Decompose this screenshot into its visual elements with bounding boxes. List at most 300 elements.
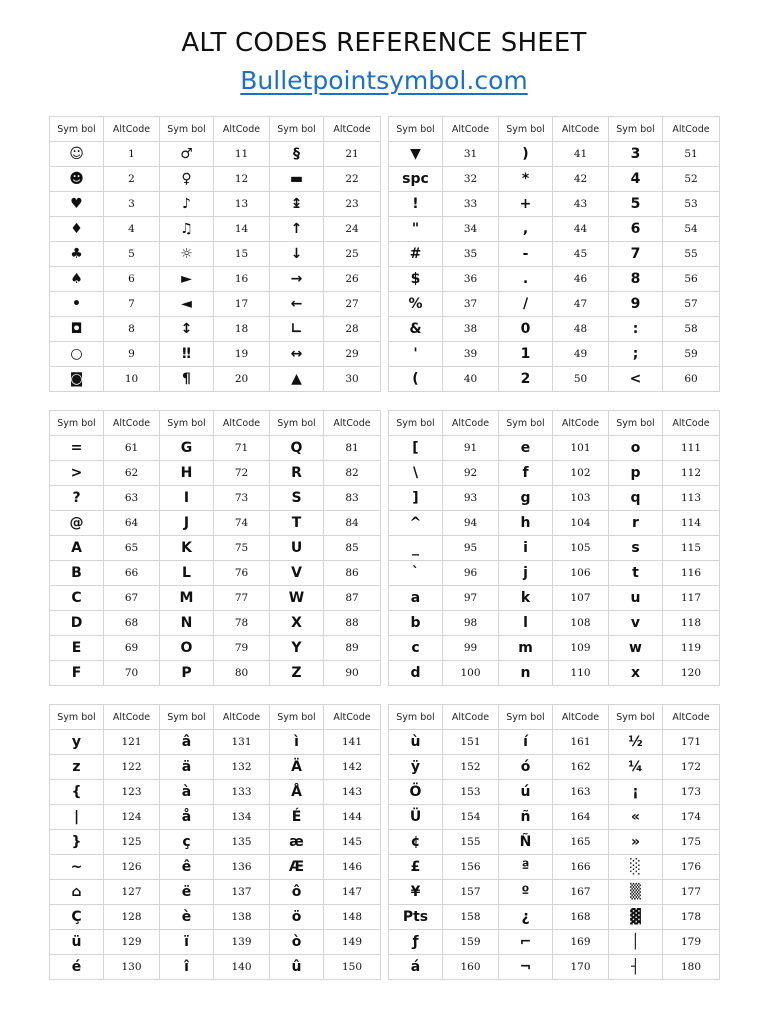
symbol-cell: b bbox=[389, 611, 443, 636]
symbol-cell: £ bbox=[389, 855, 443, 880]
altcode-column-header: AltCode bbox=[443, 117, 499, 142]
altcode-cell: 41 bbox=[553, 142, 609, 167]
altcode-cell: 74 bbox=[214, 511, 270, 536]
symbol-cell: 7 bbox=[609, 242, 663, 267]
symbol-cell: ◙ bbox=[50, 367, 104, 392]
symbol-cell: • bbox=[50, 292, 104, 317]
altcode-cell: 136 bbox=[214, 855, 270, 880]
altcode-cell: 86 bbox=[324, 561, 381, 586]
altcode-cell: 103 bbox=[553, 486, 609, 511]
symbol-cell: « bbox=[609, 805, 663, 830]
symbol-cell: ☻ bbox=[50, 167, 104, 192]
table-row bbox=[50, 730, 381, 755]
symbol-cell: m bbox=[499, 636, 553, 661]
altcode-cell: 110 bbox=[553, 661, 609, 686]
symbol-cell: 6 bbox=[609, 217, 663, 242]
symbol-cell: { bbox=[50, 780, 104, 805]
symbol-cell: - bbox=[499, 242, 553, 267]
altcode-cell: 9 bbox=[104, 342, 160, 367]
altcode-cell: 65 bbox=[104, 536, 160, 561]
table-row bbox=[50, 217, 381, 242]
symbol-cell: o bbox=[609, 436, 663, 461]
symbol-cell: ü bbox=[50, 930, 104, 955]
symbol-cell: ~ bbox=[50, 855, 104, 880]
table-row bbox=[50, 880, 381, 905]
symbol-cell: ] bbox=[389, 486, 443, 511]
symbol-cell: ù bbox=[389, 730, 443, 755]
symbol-cell: I bbox=[160, 486, 214, 511]
alt-code-table bbox=[388, 116, 720, 392]
table-row bbox=[50, 342, 381, 367]
symbol-cell: i bbox=[499, 536, 553, 561]
altcode-cell: 105 bbox=[553, 536, 609, 561]
symbol-column-header: Sym bol bbox=[499, 705, 553, 730]
symbol-cell: ☺ bbox=[50, 142, 104, 167]
symbol-cell: } bbox=[50, 830, 104, 855]
altcode-cell: 114 bbox=[663, 511, 720, 536]
symbol-cell: 3 bbox=[609, 142, 663, 167]
altcode-cell: 35 bbox=[443, 242, 499, 267]
alt-code-table bbox=[49, 116, 381, 392]
symbol-cell: à bbox=[160, 780, 214, 805]
altcode-cell: 116 bbox=[663, 561, 720, 586]
altcode-column-header: AltCode bbox=[324, 411, 381, 436]
symbol-cell: A bbox=[50, 536, 104, 561]
altcode-cell: 142 bbox=[324, 755, 381, 780]
symbol-cell: g bbox=[499, 486, 553, 511]
altcode-cell: 163 bbox=[553, 780, 609, 805]
symbol-cell: C bbox=[50, 586, 104, 611]
altcode-cell: 11 bbox=[214, 142, 270, 167]
altcode-cell: 33 bbox=[443, 192, 499, 217]
table-row bbox=[389, 267, 720, 292]
symbol-cell: n bbox=[499, 661, 553, 686]
symbol-cell: ☼ bbox=[160, 242, 214, 267]
altcode-cell: 1 bbox=[104, 142, 160, 167]
altcode-cell: 149 bbox=[324, 930, 381, 955]
symbol-cell: $ bbox=[389, 267, 443, 292]
altcode-cell: 131 bbox=[214, 730, 270, 755]
altcode-cell: 14 bbox=[214, 217, 270, 242]
symbol-cell: ▬ bbox=[270, 167, 324, 192]
table-row bbox=[389, 342, 720, 367]
table-row bbox=[389, 780, 720, 805]
symbol-cell: ↕ bbox=[160, 317, 214, 342]
symbol-cell: ì bbox=[270, 730, 324, 755]
table-row bbox=[50, 267, 381, 292]
altcode-cell: 70 bbox=[104, 661, 160, 686]
symbol-cell: q bbox=[609, 486, 663, 511]
table-row bbox=[50, 930, 381, 955]
symbol-cell: ¢ bbox=[389, 830, 443, 855]
symbol-cell: f bbox=[499, 461, 553, 486]
table-row bbox=[389, 436, 720, 461]
symbol-cell: ↓ bbox=[270, 242, 324, 267]
symbol-cell: ä bbox=[160, 755, 214, 780]
symbol-cell: ¶ bbox=[160, 367, 214, 392]
altcode-cell: 174 bbox=[663, 805, 720, 830]
altcode-cell: 80 bbox=[214, 661, 270, 686]
symbol-cell: ö bbox=[270, 905, 324, 930]
table-row bbox=[389, 511, 720, 536]
symbol-cell: ► bbox=[160, 267, 214, 292]
altcode-cell: 122 bbox=[104, 755, 160, 780]
altcode-cell: 61 bbox=[104, 436, 160, 461]
symbol-cell: Q bbox=[270, 436, 324, 461]
table-row bbox=[50, 511, 381, 536]
altcode-cell: 91 bbox=[443, 436, 499, 461]
symbol-cell: : bbox=[609, 317, 663, 342]
symbol-cell: ▲ bbox=[270, 367, 324, 392]
altcode-cell: 154 bbox=[443, 805, 499, 830]
altcode-cell: 146 bbox=[324, 855, 381, 880]
symbol-cell: á bbox=[389, 955, 443, 980]
table-row bbox=[389, 586, 720, 611]
table-header-row bbox=[50, 117, 381, 142]
table-row bbox=[50, 855, 381, 880]
symbol-cell: L bbox=[160, 561, 214, 586]
altcode-cell: 73 bbox=[214, 486, 270, 511]
altcode-cell: 120 bbox=[663, 661, 720, 686]
symbol-cell: 1 bbox=[499, 342, 553, 367]
table-row bbox=[389, 536, 720, 561]
table-header-row bbox=[389, 411, 720, 436]
symbol-cell: @ bbox=[50, 511, 104, 536]
symbol-cell: y bbox=[50, 730, 104, 755]
symbol-cell: Ç bbox=[50, 905, 104, 930]
altcode-cell: 19 bbox=[214, 342, 270, 367]
altcode-cell: 64 bbox=[104, 511, 160, 536]
altcode-cell: 99 bbox=[443, 636, 499, 661]
altcode-column-header: AltCode bbox=[663, 117, 720, 142]
altcode-cell: 52 bbox=[663, 167, 720, 192]
symbol-cell: é bbox=[50, 955, 104, 980]
symbol-cell: ♦ bbox=[50, 217, 104, 242]
altcode-cell: 66 bbox=[104, 561, 160, 586]
symbol-column-header: Sym bol bbox=[609, 117, 663, 142]
altcode-cell: 36 bbox=[443, 267, 499, 292]
altcode-cell: 151 bbox=[443, 730, 499, 755]
table-row bbox=[50, 661, 381, 686]
symbol-cell: ¬ bbox=[499, 955, 553, 980]
table-row bbox=[389, 486, 720, 511]
symbol-cell: [ bbox=[389, 436, 443, 461]
table-row bbox=[389, 955, 720, 980]
alt-code-table bbox=[49, 704, 381, 980]
symbol-cell: ¿ bbox=[499, 905, 553, 930]
page-title: ALT CODES REFERENCE SHEET bbox=[181, 28, 587, 58]
table-row bbox=[50, 780, 381, 805]
symbol-cell: O bbox=[160, 636, 214, 661]
altcode-cell: 176 bbox=[663, 855, 720, 880]
altcode-cell: 44 bbox=[553, 217, 609, 242]
altcode-cell: 101 bbox=[553, 436, 609, 461]
altcode-cell: 102 bbox=[553, 461, 609, 486]
table-row bbox=[389, 930, 720, 955]
site-link[interactable]: Bulletpointsymbol.com bbox=[240, 66, 528, 95]
altcode-cell: 123 bbox=[104, 780, 160, 805]
altcode-cell: 104 bbox=[553, 511, 609, 536]
altcode-cell: 135 bbox=[214, 830, 270, 855]
table-row bbox=[389, 367, 720, 392]
altcode-cell: 2 bbox=[104, 167, 160, 192]
altcode-cell: 115 bbox=[663, 536, 720, 561]
altcode-cell: 39 bbox=[443, 342, 499, 367]
symbol-cell: h bbox=[499, 511, 553, 536]
symbol-cell: # bbox=[389, 242, 443, 267]
table-row bbox=[389, 880, 720, 905]
symbol-cell: ⌂ bbox=[50, 880, 104, 905]
altcode-cell: 148 bbox=[324, 905, 381, 930]
symbol-cell: e bbox=[499, 436, 553, 461]
table-row bbox=[389, 192, 720, 217]
altcode-cell: 170 bbox=[553, 955, 609, 980]
symbol-cell: ♀ bbox=[160, 167, 214, 192]
table-header-row bbox=[389, 117, 720, 142]
altcode-cell: 117 bbox=[663, 586, 720, 611]
symbol-cell: D bbox=[50, 611, 104, 636]
altcode-column-header: AltCode bbox=[324, 705, 381, 730]
altcode-cell: 109 bbox=[553, 636, 609, 661]
altcode-cell: 141 bbox=[324, 730, 381, 755]
altcode-cell: 83 bbox=[324, 486, 381, 511]
symbol-cell: ï bbox=[160, 930, 214, 955]
symbol-cell: í bbox=[499, 730, 553, 755]
altcode-cell: 29 bbox=[324, 342, 381, 367]
symbol-cell: ¼ bbox=[609, 755, 663, 780]
altcode-column-header: AltCode bbox=[214, 705, 270, 730]
symbol-cell: P bbox=[160, 661, 214, 686]
symbol-cell: U bbox=[270, 536, 324, 561]
symbol-cell: ♫ bbox=[160, 217, 214, 242]
table-header-row bbox=[50, 705, 381, 730]
altcode-cell: 48 bbox=[553, 317, 609, 342]
altcode-cell: 22 bbox=[324, 167, 381, 192]
symbol-cell: Z bbox=[270, 661, 324, 686]
symbol-column-header: Sym bol bbox=[389, 705, 443, 730]
alt-code-table bbox=[388, 410, 720, 686]
symbol-cell: å bbox=[160, 805, 214, 830]
symbol-cell: ( bbox=[389, 367, 443, 392]
altcode-cell: 158 bbox=[443, 905, 499, 930]
symbol-column-header: Sym bol bbox=[50, 411, 104, 436]
symbol-cell: û bbox=[270, 955, 324, 980]
symbol-cell: ó bbox=[499, 755, 553, 780]
symbol-cell: ƒ bbox=[389, 930, 443, 955]
altcode-cell: 60 bbox=[663, 367, 720, 392]
symbol-cell: _ bbox=[389, 536, 443, 561]
symbol-cell: ë bbox=[160, 880, 214, 905]
symbol-cell: 8 bbox=[609, 267, 663, 292]
symbol-column-header: Sym bol bbox=[270, 705, 324, 730]
symbol-cell: ← bbox=[270, 292, 324, 317]
altcode-cell: 169 bbox=[553, 930, 609, 955]
symbol-cell: ' bbox=[389, 342, 443, 367]
symbol-column-header: Sym bol bbox=[609, 705, 663, 730]
symbol-cell: ♣ bbox=[50, 242, 104, 267]
altcode-cell: 25 bbox=[324, 242, 381, 267]
altcode-cell: 85 bbox=[324, 536, 381, 561]
altcode-cell: 98 bbox=[443, 611, 499, 636]
table-row bbox=[389, 561, 720, 586]
altcode-cell: 171 bbox=[663, 730, 720, 755]
symbol-cell: 5 bbox=[609, 192, 663, 217]
symbol-column-header: Sym bol bbox=[160, 411, 214, 436]
altcode-cell: 107 bbox=[553, 586, 609, 611]
altcode-cell: 58 bbox=[663, 317, 720, 342]
table-row bbox=[50, 586, 381, 611]
altcode-cell: 140 bbox=[214, 955, 270, 980]
symbol-cell: º bbox=[499, 880, 553, 905]
symbol-column-header: Sym bol bbox=[609, 411, 663, 436]
symbol-cell: u bbox=[609, 586, 663, 611]
altcode-cell: 157 bbox=[443, 880, 499, 905]
altcode-cell: 130 bbox=[104, 955, 160, 980]
altcode-cell: 7 bbox=[104, 292, 160, 317]
altcode-column-header: AltCode bbox=[104, 705, 160, 730]
altcode-cell: 8 bbox=[104, 317, 160, 342]
altcode-cell: 153 bbox=[443, 780, 499, 805]
symbol-cell: æ bbox=[270, 830, 324, 855]
table-row bbox=[50, 611, 381, 636]
altcode-cell: 4 bbox=[104, 217, 160, 242]
symbol-cell: t bbox=[609, 561, 663, 586]
altcode-cell: 69 bbox=[104, 636, 160, 661]
altcode-cell: 21 bbox=[324, 142, 381, 167]
symbol-column-header: Sym bol bbox=[499, 411, 553, 436]
altcode-cell: 49 bbox=[553, 342, 609, 367]
altcode-column-header: AltCode bbox=[553, 705, 609, 730]
altcode-cell: 59 bbox=[663, 342, 720, 367]
altcode-cell: 18 bbox=[214, 317, 270, 342]
symbol-column-header: Sym bol bbox=[50, 117, 104, 142]
symbol-cell: ; bbox=[609, 342, 663, 367]
symbol-cell: Pts bbox=[389, 905, 443, 930]
altcode-cell: 6 bbox=[104, 267, 160, 292]
altcode-cell: 127 bbox=[104, 880, 160, 905]
table-row bbox=[50, 955, 381, 980]
symbol-cell: R bbox=[270, 461, 324, 486]
table-row bbox=[389, 217, 720, 242]
symbol-column-header: Sym bol bbox=[270, 411, 324, 436]
symbol-cell: " bbox=[389, 217, 443, 242]
altcode-cell: 10 bbox=[104, 367, 160, 392]
table-row bbox=[389, 855, 720, 880]
symbol-cell: Ä bbox=[270, 755, 324, 780]
alt-code-table bbox=[49, 410, 381, 686]
symbol-cell: â bbox=[160, 730, 214, 755]
symbol-cell: ▼ bbox=[389, 142, 443, 167]
symbol-cell: % bbox=[389, 292, 443, 317]
symbol-cell: Y bbox=[270, 636, 324, 661]
symbol-cell: | bbox=[50, 805, 104, 830]
symbol-cell: ↨ bbox=[270, 192, 324, 217]
symbol-cell: ▓ bbox=[609, 905, 663, 930]
altcode-cell: 173 bbox=[663, 780, 720, 805]
altcode-cell: 12 bbox=[214, 167, 270, 192]
symbol-cell: 4 bbox=[609, 167, 663, 192]
altcode-cell: 54 bbox=[663, 217, 720, 242]
symbol-column-header: Sym bol bbox=[160, 117, 214, 142]
symbol-cell: ↔ bbox=[270, 342, 324, 367]
altcode-cell: 47 bbox=[553, 292, 609, 317]
altcode-cell: 20 bbox=[214, 367, 270, 392]
altcode-cell: 108 bbox=[553, 611, 609, 636]
table-row bbox=[389, 730, 720, 755]
table-row bbox=[389, 461, 720, 486]
altcode-cell: 71 bbox=[214, 436, 270, 461]
symbol-cell: ô bbox=[270, 880, 324, 905]
table-row bbox=[50, 192, 381, 217]
symbol-cell: / bbox=[499, 292, 553, 317]
table-row bbox=[50, 367, 381, 392]
altcode-cell: 111 bbox=[663, 436, 720, 461]
symbol-cell: ░ bbox=[609, 855, 663, 880]
altcode-cell: 145 bbox=[324, 830, 381, 855]
symbol-cell: ◄ bbox=[160, 292, 214, 317]
altcode-cell: 177 bbox=[663, 880, 720, 905]
altcode-cell: 40 bbox=[443, 367, 499, 392]
altcode-cell: 89 bbox=[324, 636, 381, 661]
altcode-cell: 46 bbox=[553, 267, 609, 292]
altcode-cell: 138 bbox=[214, 905, 270, 930]
altcode-cell: 124 bbox=[104, 805, 160, 830]
symbol-cell: ÿ bbox=[389, 755, 443, 780]
symbol-cell: ┤ bbox=[609, 955, 663, 980]
altcode-cell: 57 bbox=[663, 292, 720, 317]
altcode-column-header: AltCode bbox=[443, 411, 499, 436]
symbol-cell: M bbox=[160, 586, 214, 611]
altcode-cell: 81 bbox=[324, 436, 381, 461]
symbol-cell: § bbox=[270, 142, 324, 167]
symbol-cell: * bbox=[499, 167, 553, 192]
symbol-cell: ú bbox=[499, 780, 553, 805]
table-row bbox=[389, 755, 720, 780]
altcode-column-header: AltCode bbox=[104, 117, 160, 142]
symbol-cell: , bbox=[499, 217, 553, 242]
symbol-cell: \ bbox=[389, 461, 443, 486]
table-row bbox=[50, 805, 381, 830]
symbol-column-header: Sym bol bbox=[389, 117, 443, 142]
altcode-column-header: AltCode bbox=[214, 117, 270, 142]
altcode-cell: 26 bbox=[324, 267, 381, 292]
symbol-cell: + bbox=[499, 192, 553, 217]
symbol-cell: ♠ bbox=[50, 267, 104, 292]
altcode-cell: 128 bbox=[104, 905, 160, 930]
symbol-cell: G bbox=[160, 436, 214, 461]
table-row bbox=[50, 436, 381, 461]
altcode-cell: 179 bbox=[663, 930, 720, 955]
symbol-cell: Æ bbox=[270, 855, 324, 880]
altcode-cell: 24 bbox=[324, 217, 381, 242]
altcode-cell: 162 bbox=[553, 755, 609, 780]
altcode-cell: 42 bbox=[553, 167, 609, 192]
altcode-cell: 155 bbox=[443, 830, 499, 855]
symbol-cell: V bbox=[270, 561, 324, 586]
table-row bbox=[389, 611, 720, 636]
altcode-cell: 95 bbox=[443, 536, 499, 561]
table-row bbox=[50, 636, 381, 661]
altcode-column-header: AltCode bbox=[104, 411, 160, 436]
altcode-cell: 51 bbox=[663, 142, 720, 167]
table-row bbox=[50, 167, 381, 192]
altcode-cell: 90 bbox=[324, 661, 381, 686]
symbol-cell: ê bbox=[160, 855, 214, 880]
altcode-cell: 79 bbox=[214, 636, 270, 661]
table-row bbox=[50, 905, 381, 930]
symbol-cell: 0 bbox=[499, 317, 553, 342]
symbol-cell: Ñ bbox=[499, 830, 553, 855]
